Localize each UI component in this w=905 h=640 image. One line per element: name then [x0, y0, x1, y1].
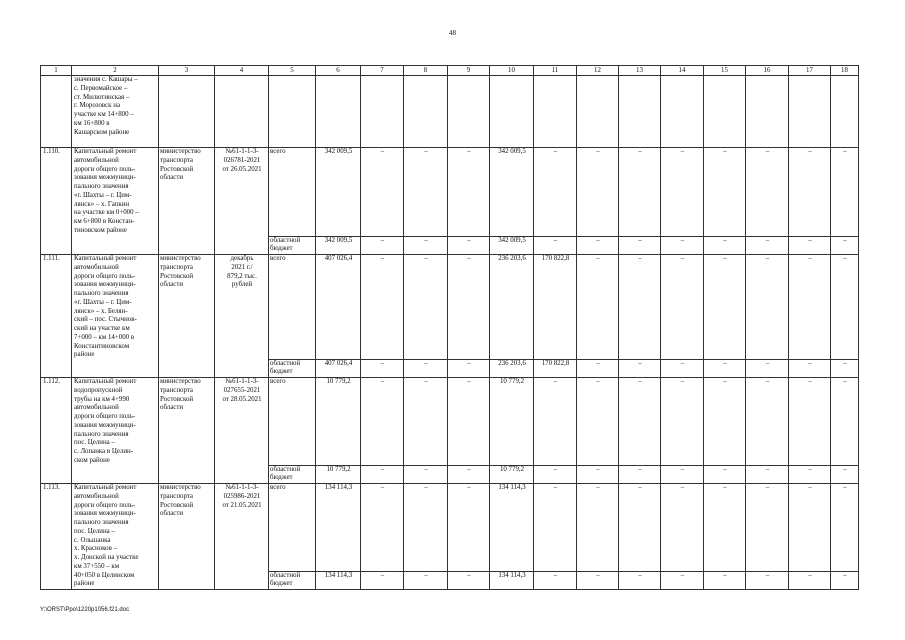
cell-line: зования межмуници-	[74, 510, 136, 518]
dash-cell: –	[577, 484, 619, 572]
object-name-cell	[72, 378, 159, 484]
funding-source-cell: областной бюджет	[269, 236, 316, 255]
cell-line: «г. Шахты – г. Цим-	[74, 298, 132, 306]
dash-cell: –	[789, 255, 831, 360]
column-header-5: 5	[269, 66, 316, 76]
cell-line: области	[160, 174, 184, 182]
funding-source-cell: областной бюджет	[269, 359, 316, 378]
dash-cell: –	[789, 571, 831, 590]
dash-cell: –	[704, 378, 746, 466]
empty-cell	[704, 76, 746, 148]
cell-line: ст. Милютинская –	[74, 93, 130, 101]
row-number-cell: 1.113.	[41, 484, 72, 590]
cell-line: с. Ольшанка	[74, 536, 111, 544]
cell-line: 7+000 – км 14+000 в	[74, 333, 135, 341]
customer-cell	[159, 148, 215, 255]
cell-line: Капитальный ремонт	[74, 255, 137, 262]
row-number-cell: 1.111.	[41, 255, 72, 378]
funding-source-cell: всего	[269, 255, 316, 360]
empty-cell	[661, 76, 704, 148]
dash-cell: –	[704, 148, 746, 237]
design-doc-cell	[215, 148, 269, 255]
column-header-2: 2	[72, 66, 159, 76]
cell-line: министерство	[160, 484, 201, 491]
funding-source-cell: всего	[269, 148, 316, 237]
funding-source-cell: областной бюджет	[269, 465, 316, 484]
dash-cell: –	[361, 359, 404, 378]
dash-cell: –	[404, 255, 448, 360]
cell-line: транспорта	[160, 386, 193, 394]
dash-cell: –	[534, 148, 577, 237]
dash-cell: –	[577, 571, 619, 590]
cell-line: Кашарском районе	[74, 128, 130, 136]
cell-line: дороги общего поль-	[74, 165, 136, 173]
dash-cell: –	[831, 148, 859, 237]
amount-cell: 236 203,6	[490, 255, 534, 360]
dash-cell: –	[448, 236, 490, 255]
dash-cell: –	[577, 148, 619, 237]
table-row	[41, 484, 859, 572]
dash-cell: –	[704, 465, 746, 484]
cell-line: пального значения	[74, 183, 129, 190]
cell-line: с. Первомайское –	[74, 84, 128, 92]
column-header-18: 18	[831, 66, 859, 76]
cell-line: министерство	[160, 255, 201, 262]
object-name-cell	[72, 148, 159, 255]
cell-line: зования межмуници-	[74, 421, 136, 429]
cell-line: х. Красноков –	[74, 545, 118, 553]
column-header-16: 16	[746, 66, 789, 76]
column-header-8: 8	[404, 66, 448, 76]
continuation-row	[41, 76, 859, 148]
dash-cell: –	[704, 359, 746, 378]
empty-cell	[831, 76, 859, 148]
table-row	[41, 255, 859, 360]
amount-cell: 170 822,8	[534, 359, 577, 378]
dash-cell: –	[831, 465, 859, 484]
cell-line: автомобильной	[74, 404, 119, 412]
dash-cell: –	[534, 465, 577, 484]
dash-cell: –	[448, 571, 490, 590]
cell-line: Ростовской	[160, 395, 194, 403]
empty-cell	[361, 76, 404, 148]
cell-line: №61-1-1-3-	[225, 148, 259, 155]
dash-cell: –	[746, 571, 789, 590]
empty-cell	[619, 76, 661, 148]
cell-line: области	[160, 510, 184, 518]
cell-line: ский на участке км	[74, 325, 130, 332]
funding-source-cell: всего	[269, 484, 316, 572]
amount-cell: 10 779,2	[316, 465, 361, 484]
amount-cell: 236 203,6	[490, 359, 534, 378]
dash-cell: –	[619, 148, 661, 237]
dash-cell: –	[746, 484, 789, 572]
object-name-cell	[72, 255, 159, 378]
program-table-wrapper	[40, 65, 859, 590]
column-header-17: 17	[789, 66, 831, 76]
column-header-4: 4	[215, 66, 269, 76]
dash-cell: –	[831, 571, 859, 590]
cell-line: км 6+800 в Констан-	[74, 218, 135, 225]
empty-cell	[746, 76, 789, 148]
amount-cell: 134 114,3	[316, 484, 361, 572]
dash-cell: –	[661, 378, 704, 466]
dash-cell: –	[704, 484, 746, 572]
column-header-15: 15	[704, 66, 746, 76]
cell-line: №61-1-1-3-	[225, 484, 259, 491]
dash-cell: –	[577, 236, 619, 255]
dash-cell: –	[619, 359, 661, 378]
dash-cell: –	[534, 484, 577, 572]
column-header-13: 13	[619, 66, 661, 76]
empty-cell	[159, 76, 215, 148]
cell-line: Ростовской	[160, 272, 194, 280]
dash-cell: –	[361, 465, 404, 484]
dash-cell: –	[404, 359, 448, 378]
amount-cell: 342 009,5	[490, 236, 534, 255]
dash-cell: –	[661, 571, 704, 590]
cell-line: 026781-2021	[223, 156, 261, 164]
header-row	[41, 66, 859, 76]
cell-line: трубы на км 4+990	[74, 395, 130, 403]
dash-cell: –	[534, 236, 577, 255]
file-path-footer: Y:\ORST\Ppo\1220p1056.f21.doc	[40, 607, 130, 613]
column-header-1: 1	[41, 66, 72, 76]
amount-cell: 342 009,5	[316, 148, 361, 237]
cell-line: министерство	[160, 148, 201, 155]
dash-cell: –	[404, 484, 448, 572]
dash-cell: –	[789, 378, 831, 466]
cell-line: от 26.05.2021	[222, 165, 262, 173]
cell-line: от 21.05.2021	[222, 501, 262, 509]
table-row	[41, 378, 859, 466]
cell-line: автомобильной	[74, 156, 119, 164]
cell-line: ском районе	[74, 456, 110, 464]
cell-line: 879,2 тыс.	[227, 272, 257, 280]
amount-cell: 134 114,3	[490, 571, 534, 590]
dash-cell: –	[746, 255, 789, 360]
amount-cell: 134 114,3	[316, 571, 361, 590]
dash-cell: –	[361, 148, 404, 237]
cell-line: районе	[74, 580, 95, 588]
dash-cell: –	[661, 484, 704, 572]
row-number-cell: 1.110.	[41, 148, 72, 255]
dash-cell: –	[661, 255, 704, 360]
cell-line: 027655-2021	[223, 386, 261, 394]
amount-cell: 342 009,5	[316, 236, 361, 255]
number-cell	[41, 76, 72, 148]
dash-cell: –	[404, 571, 448, 590]
dash-cell: –	[448, 255, 490, 360]
cell-line: пального значения	[74, 290, 129, 297]
dash-cell: –	[704, 571, 746, 590]
cell-line: Ростовской	[160, 165, 194, 173]
cell-line: Капитальный ремонт	[74, 378, 137, 385]
dash-cell: –	[746, 148, 789, 237]
dash-cell: –	[619, 236, 661, 255]
cell-line: Константиновском	[74, 342, 130, 350]
cell-line: км 16+800 в	[74, 119, 110, 127]
dash-cell: –	[404, 465, 448, 484]
amount-cell: 10 779,2	[316, 378, 361, 466]
cell-line: Ростовской	[160, 501, 194, 509]
empty-cell	[404, 76, 448, 148]
empty-cell	[316, 76, 361, 148]
cell-line: дороги общего поль-	[74, 501, 136, 509]
amount-cell: 342 009,5	[490, 148, 534, 237]
dash-cell: –	[831, 359, 859, 378]
dash-cell: –	[361, 484, 404, 572]
table-row	[41, 148, 859, 237]
dash-cell: –	[619, 255, 661, 360]
empty-cell	[534, 76, 577, 148]
cell-line: рублей	[231, 281, 253, 289]
dash-cell: –	[746, 359, 789, 378]
row-number-cell: 1.112.	[41, 378, 72, 484]
object-name-cell	[72, 76, 159, 148]
dash-cell: –	[448, 465, 490, 484]
cell-line: «г. Шахты – г. Цим-	[74, 191, 132, 199]
dash-cell: –	[361, 255, 404, 360]
dash-cell: –	[534, 378, 577, 466]
cell-line: пального значения	[74, 519, 129, 526]
cell-line: декабрь	[230, 255, 254, 262]
cell-line: транспорта	[160, 263, 193, 271]
dash-cell: –	[448, 484, 490, 572]
dash-cell: –	[361, 571, 404, 590]
cell-line: пос. Целина –	[74, 439, 115, 447]
customer-cell	[159, 484, 215, 590]
dash-cell: –	[404, 378, 448, 466]
dash-cell: –	[831, 255, 859, 360]
design-doc-cell	[215, 255, 269, 378]
dash-cell: –	[831, 236, 859, 255]
program-table	[40, 65, 859, 590]
dash-cell: –	[789, 148, 831, 237]
empty-cell	[789, 76, 831, 148]
cell-line: лянск» – х. Гапкин	[74, 200, 130, 208]
cell-line: 40+050 в Целинском	[74, 571, 135, 579]
dash-cell: –	[704, 255, 746, 360]
amount-cell: 10 779,2	[490, 465, 534, 484]
object-name-cell	[72, 484, 159, 590]
column-header-9: 9	[448, 66, 490, 76]
amount-cell: 407 026,4	[316, 255, 361, 360]
dash-cell: –	[361, 378, 404, 466]
cell-line: транспорта	[160, 492, 193, 500]
cell-line: автомобильной	[74, 263, 119, 271]
dash-cell: –	[619, 484, 661, 572]
amount-cell: 170 822,8	[534, 255, 577, 360]
cell-line: зования межмуници-	[74, 281, 136, 289]
customer-cell	[159, 378, 215, 484]
empty-cell	[269, 76, 316, 148]
dash-cell: –	[746, 378, 789, 466]
dash-cell: –	[789, 465, 831, 484]
empty-cell	[577, 76, 619, 148]
cell-line: 2021 г./	[231, 263, 253, 271]
dash-cell: –	[704, 236, 746, 255]
cell-line: от 28.05.2021	[222, 395, 262, 403]
customer-cell	[159, 255, 215, 378]
column-header-10: 10	[490, 66, 534, 76]
cell-line: пос. Целина –	[74, 527, 115, 535]
dash-cell: –	[661, 236, 704, 255]
dash-cell: –	[789, 359, 831, 378]
cell-line: км 37+550 – км	[74, 562, 120, 570]
column-header-12: 12	[577, 66, 619, 76]
design-doc-cell	[215, 378, 269, 484]
column-header-14: 14	[661, 66, 704, 76]
column-header-7: 7	[361, 66, 404, 76]
dash-cell: –	[404, 236, 448, 255]
dash-cell: –	[619, 571, 661, 590]
cell-line: зования межмуници-	[74, 174, 136, 182]
cell-line: районе	[74, 351, 95, 359]
cell-line: пального значения	[74, 430, 129, 438]
cell-line: х. Донской на участке	[74, 554, 139, 561]
dash-cell: –	[404, 148, 448, 237]
page-number: 48	[449, 29, 456, 37]
funding-source-cell: всего	[269, 378, 316, 466]
cell-line: автомобильной	[74, 492, 119, 500]
dash-cell: –	[661, 359, 704, 378]
dash-cell: –	[448, 148, 490, 237]
cell-line: Капитальный ремонт	[74, 484, 137, 491]
cell-line: участке км 14+800 –	[74, 111, 134, 118]
cell-line: дороги общего поль-	[74, 272, 136, 280]
cell-line: с. Лопанка в Целин-	[74, 448, 134, 455]
dash-cell: –	[448, 359, 490, 378]
column-header-3: 3	[159, 66, 215, 76]
cell-line: министерство	[160, 378, 201, 385]
cell-line: тиновском районе	[74, 226, 127, 234]
empty-cell	[448, 76, 490, 148]
dash-cell: –	[789, 236, 831, 255]
cell-line: водопропускной	[74, 386, 123, 394]
dash-cell: –	[619, 465, 661, 484]
cell-line: ский – пос. Стычнов-	[74, 316, 137, 324]
cell-line: 025986-2021	[223, 492, 261, 500]
dash-cell: –	[577, 255, 619, 360]
empty-cell	[215, 76, 269, 148]
dash-cell: –	[361, 236, 404, 255]
dash-cell: –	[746, 236, 789, 255]
design-doc-cell	[215, 484, 269, 590]
cell-line: транспорта	[160, 156, 193, 164]
dash-cell: –	[577, 378, 619, 466]
cell-line: значения с. Кашары –	[74, 76, 138, 83]
dash-cell: –	[661, 148, 704, 237]
empty-cell	[490, 76, 534, 148]
amount-cell: 407 026,4	[316, 359, 361, 378]
column-header-6: 6	[316, 66, 361, 76]
cell-line: Капитальный ремонт	[74, 148, 137, 155]
cell-line: г. Морозовск на	[74, 102, 120, 110]
dash-cell: –	[577, 465, 619, 484]
cell-line: на участке км 0+000 –	[74, 209, 139, 217]
column-header-11: 11	[534, 66, 577, 76]
cell-line: дороги общего поль-	[74, 413, 136, 420]
dash-cell: –	[746, 465, 789, 484]
dash-cell: –	[789, 484, 831, 572]
dash-cell: –	[619, 378, 661, 466]
dash-cell: –	[577, 359, 619, 378]
dash-cell: –	[448, 378, 490, 466]
cell-line: области	[160, 281, 184, 289]
dash-cell: –	[831, 484, 859, 572]
dash-cell: –	[661, 465, 704, 484]
cell-line: №61-1-1-3-	[225, 378, 259, 385]
cell-line: области	[160, 404, 184, 412]
dash-cell: –	[831, 378, 859, 466]
amount-cell: 10 779,2	[490, 378, 534, 466]
amount-cell: 134 114,3	[490, 484, 534, 572]
dash-cell: –	[534, 571, 577, 590]
funding-source-cell: областной бюджет	[269, 571, 316, 590]
cell-line: лянск» – х. Белян-	[74, 307, 128, 315]
